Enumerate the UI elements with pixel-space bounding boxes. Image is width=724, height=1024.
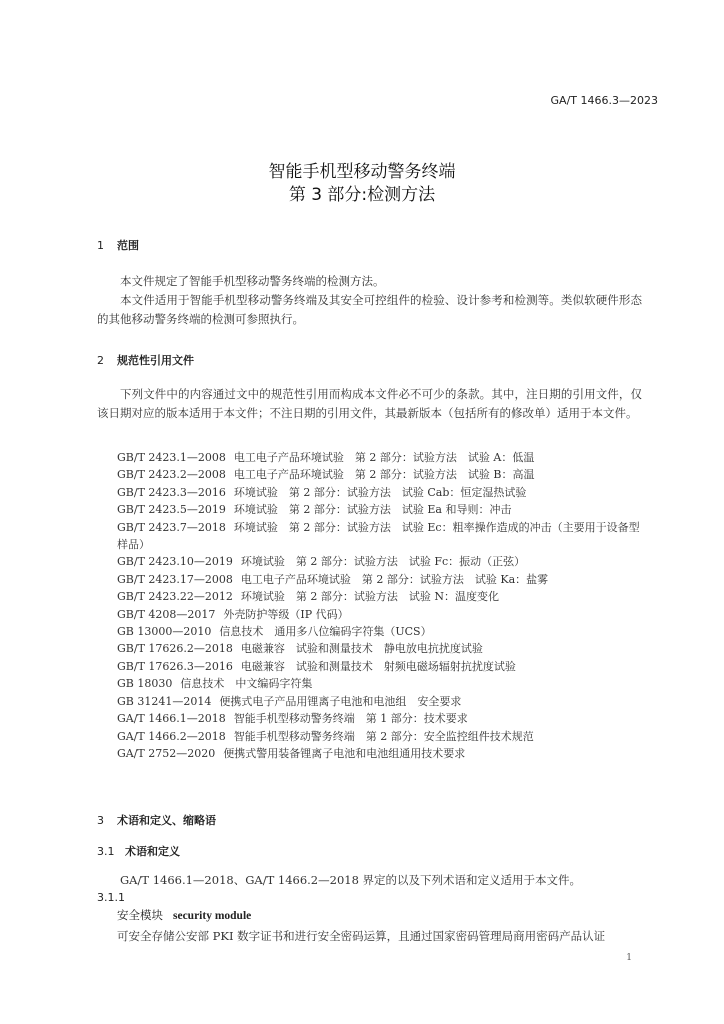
reference-item <box>97 484 642 501</box>
page-number: 1 <box>626 953 632 963</box>
section-1-heading <box>97 237 139 253</box>
reference-title: 环境试验 第 2 部分：试验方法 试验 Ec：粗率操作造成的冲击（主要用于设备型样品） <box>117 520 640 552</box>
section-number: 1 <box>97 239 104 252</box>
reference-list <box>97 449 642 762</box>
reference-title: 电磁兼容 试验和测量技术 射频电磁场辐射抗扰度试验 <box>240 659 516 673</box>
section-title: 术语和定义、缩略语 <box>117 814 216 827</box>
section-title: 规范性引用文件 <box>117 354 194 367</box>
reference-code: GB/T 17626.3—2016 <box>117 659 233 673</box>
term-definition: 可安全存储公安部 PKI 数字证书和进行安全密码运算，且通过国家密码管理局商用密码产品认证 <box>117 929 606 943</box>
subsection-number: 3.1 <box>97 845 115 858</box>
section-2-intro: 下列文件中的内容通过文中的规范性引用而构成本文件必不可少的条款。其中，注日期的引用文件，仅该日期对应的版本适用于本文件；不注日期的引用文件，其最新版本（包括所有的修改单）适用于本文件。 <box>97 387 642 420</box>
reference-code: GB/T 17626.2—2018 <box>117 642 233 656</box>
reference-title: 智能手机型移动警务终端 第 2 部分：安全监控组件技术规范 <box>233 729 534 743</box>
reference-title: 电工电子产品环境试验 第 2 部分：试验方法 试验 Ka：盐雾 <box>240 572 549 586</box>
term-en: security module <box>173 910 252 922</box>
reference-title: 信息技术 中文编码字符集 <box>180 677 313 691</box>
reference-code: GB/T 2423.7—2018 <box>117 520 226 534</box>
reference-item <box>97 675 642 692</box>
standard-code: GA/T 1466.3—2023 <box>550 94 658 107</box>
section-title: 范围 <box>117 239 139 252</box>
reference-title: 电工电子产品环境试验 第 2 部分：试验方法 试验 A：低温 <box>233 451 535 464</box>
reference-code: GB/T 2423.5—2019 <box>117 503 226 517</box>
reference-code: GB 18030 <box>117 677 173 691</box>
reference-code: GB/T 2423.10—2019 <box>117 555 233 569</box>
reference-item <box>97 588 642 605</box>
reference-item <box>97 658 642 675</box>
subsection-3-1-heading <box>97 843 180 859</box>
reference-code: GB/T 2423.17—2008 <box>117 572 233 586</box>
reference-item <box>97 710 642 727</box>
section-1-paragraph-1: 本文件规定了智能手机型移动警务终端的检测方法。 <box>120 274 385 288</box>
document-subtitle: 第 3 部分:检测方法 <box>288 185 436 205</box>
reference-title: 环境试验 第 2 部分：试验方法 试验 N：温度变化 <box>240 590 500 604</box>
reference-code: GB/T 2423.3—2016 <box>117 485 226 499</box>
section-3-heading <box>97 812 216 828</box>
reference-code: GB/T 2423.2—2008 <box>117 468 226 482</box>
reference-title: 智能手机型移动警务终端 第 1 部分：技术要求 <box>233 712 468 726</box>
reference-item <box>97 501 642 518</box>
reference-title: 环境试验 第 2 部分：试验方法 试验 Fc：振动（正弦） <box>240 555 526 569</box>
reference-item <box>97 466 642 483</box>
document-title: 智能手机型移动警务终端 <box>268 162 456 182</box>
reference-item <box>97 553 642 570</box>
term-name <box>117 907 251 923</box>
section-number: 2 <box>97 354 104 367</box>
reference-item <box>97 571 642 588</box>
reference-item <box>97 519 642 554</box>
reference-title: 外壳防护等级（IP 代码） <box>223 607 349 621</box>
reference-item <box>97 606 642 623</box>
reference-title: 电工电子产品环境试验 第 2 部分：试验方法 试验 B：高温 <box>233 468 535 482</box>
reference-item <box>97 449 642 466</box>
reference-code: GA/T 1466.2—2018 <box>117 729 226 743</box>
reference-code: GB 13000—2010 <box>117 625 212 639</box>
reference-code: GB/T 2423.1—2008 <box>117 451 226 464</box>
reference-item <box>97 745 642 762</box>
reference-title: 环境试验 第 2 部分：试验方法 试验 Cab：恒定湿热试验 <box>233 485 527 499</box>
reference-item <box>97 693 642 710</box>
reference-code: GA/T 2752—2020 <box>117 746 216 760</box>
reference-code: GB/T 2423.22—2012 <box>117 590 233 604</box>
reference-title: 信息技术 通用多八位编码字符集（UCS） <box>219 625 432 639</box>
reference-title: 电磁兼容 试验和测量技术 静电放电抗扰度试验 <box>240 642 483 656</box>
section-1-paragraph-2: 本文件适用于智能手机型移动警务终端及其安全可控组件的检验、设计参考和检测等。类似软硬件形态的其他移动警务终端的检测可参照执行。 <box>97 293 642 326</box>
term-number: 3.1.1 <box>97 891 125 904</box>
reference-title: 便携式警用装备锂离子电池和电池组通用技术要求 <box>223 746 466 760</box>
subsection-3-1-intro: GA/T 1466.1—2018、GA/T 1466.2—2018 界定的以及下列术语和定义适用于本文件。 <box>120 873 582 887</box>
reference-title: 环境试验 第 2 部分：试验方法 试验 Ea 和导则：冲击 <box>233 503 512 517</box>
reference-item <box>97 640 642 657</box>
reference-code: GA/T 1466.1—2018 <box>117 712 226 726</box>
reference-item <box>97 728 642 745</box>
section-2-heading <box>97 352 194 368</box>
reference-code: GB/T 4208—2017 <box>117 607 216 621</box>
term-cn: 安全模块 <box>117 908 163 922</box>
section-number: 3 <box>97 814 104 827</box>
subsection-title: 术语和定义 <box>125 845 180 858</box>
reference-item <box>97 623 642 640</box>
reference-title: 便携式电子产品用锂离子电池和电池组 安全要求 <box>219 694 462 708</box>
reference-code: GB 31241—2014 <box>117 694 212 708</box>
